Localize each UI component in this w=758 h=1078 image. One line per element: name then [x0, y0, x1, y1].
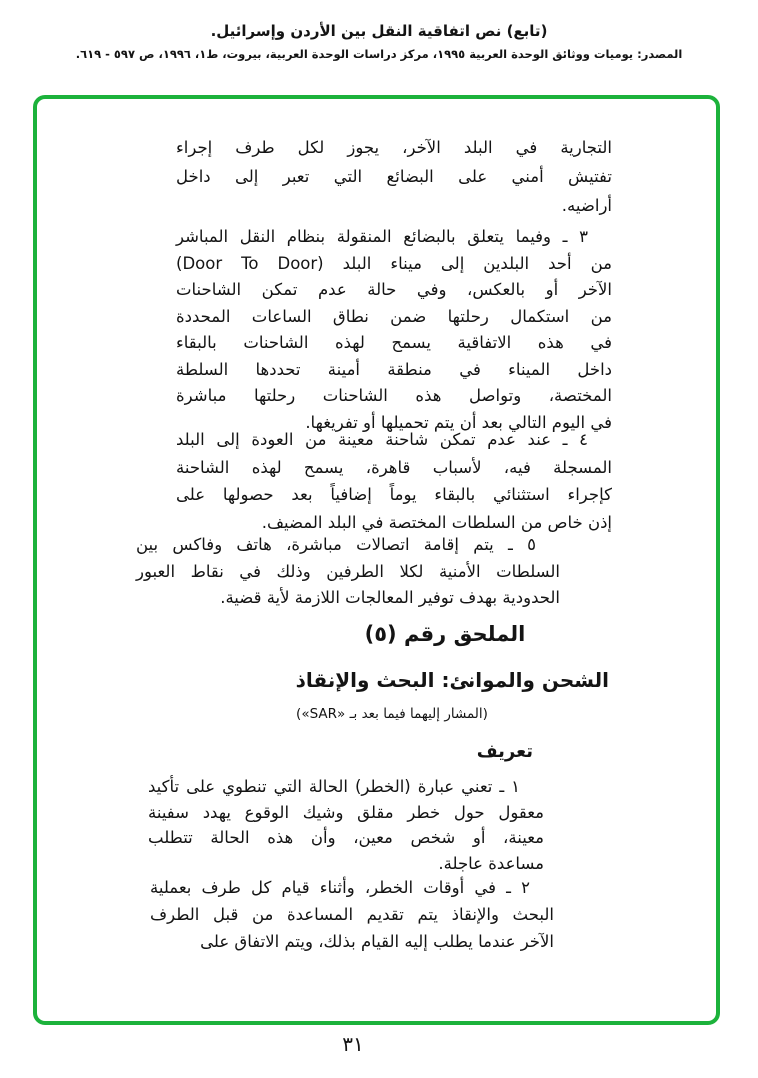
paragraph-definition-item-1: [148, 774, 544, 876]
definition-heading: تعريف: [476, 741, 533, 762]
section-heading-shipping-ports: الشحن والموانئ: البحث والإنقاذ: [295, 668, 609, 692]
text-line: المختصة، وتواصل هذه الشاحنات رحلتها مباشرة: [176, 386, 612, 405]
text-line: ٢ ـ في أوقات الخطر، وأثناء قيام كل طرف بعملية: [150, 878, 530, 897]
header-title: (تابع) نص اتفاقية النقل بين الأردن وإسرائيل.: [210, 22, 548, 40]
text-line: ١ ـ تعني عبارة (الخطر) الحالة التي تنطوي على تأكيد: [148, 777, 520, 796]
text-line: معقول حول خطر مقلق وشيك الوقوع يهدد سفينة: [148, 802, 544, 822]
text-line: تفتيش أمني على البضائع التي تعبر إلى داخل: [176, 167, 612, 186]
text-line: في هذه الاتفاقية يسمح لهذه الشاحنات بالبقاء: [176, 333, 612, 352]
text-line: الحدودية بهدف توفير المعالجات اللازمة لأية قضية.: [220, 588, 560, 607]
header-source-citation: المصدر: يوميات ووثائق الوحدة العربية ١٩٩٥، مركز دراسات الوحدة العربية، بيروت، ط١، ١٩٩٦، ص ٥٩٧ - ٦١٩.: [75, 47, 683, 61]
text-line: معينة، أو شخص معين، وأن هذه الحالة تتطلب: [148, 828, 544, 847]
text-line: ٥ ـ يتم إقامة اتصالات مباشرة، هاتف وفاكس بين: [136, 535, 536, 554]
text-line: إذن خاص من السلطات المختصة في البلد المضيف.: [261, 512, 612, 532]
text-line: كإجراء استثنائي بالبقاء يوماً إضافياً بعد حصولها على: [176, 485, 612, 504]
text-line: المسجلة فيه، لأسباب قاهرة، يسمح لهذه الشاحنة: [176, 457, 612, 477]
text-line: من استكمال رحلتها ضمن نطاق الساعات المحددة: [176, 306, 612, 326]
paragraph-item-5: [136, 532, 560, 612]
text-line: الآخر أو بالعكس، وفي حالة عدم تمكن الشاحنات: [176, 280, 612, 299]
text-line: من أحد البلدين إلى ميناء البلد (Door To Door): [176, 253, 612, 273]
paragraph-item-4: [176, 426, 612, 536]
text-line: ٣ ـ وفيما يتعلق بالبضائع المنقولة بنظام النقل المباشر: [176, 227, 588, 246]
text-line: البحث والإنقاذ يتم تقديم المساعدة من قبل الطرف: [150, 905, 554, 924]
text-line: مساعدة عاجلة.: [438, 853, 544, 873]
text-line: الآخر عندما يطلب إليه القيام بذلك، ويتم الاتفاق على: [200, 932, 554, 951]
annex-number-heading: الملحق رقم (٥): [364, 622, 526, 646]
text-line: أراضيه.: [561, 196, 612, 215]
text-line: في اليوم التالي بعد أن يتم تحميلها أو تفريغها.: [305, 412, 612, 432]
text-line: ٤ ـ عند عدم تمكن شاحنة معينة من العودة إلى البلد: [176, 430, 588, 449]
text-line: التجارية في البلد الآخر، يجوز لكل طرف إجراء: [176, 138, 612, 157]
text-line: السلطات الأمنية لكلا الطرفين وذلك في نقاط العبور: [136, 561, 560, 581]
text-line: داخل الميناء في منطقة أمينة تحددها السلطة: [176, 359, 612, 379]
paragraph-item-3: [176, 224, 612, 436]
paragraph-definition-item-2: [150, 874, 554, 955]
sar-abbreviation-note: (المشار إليهما فيما بعد بـ «SAR»): [296, 706, 488, 722]
page-number: ٣١: [342, 1032, 364, 1056]
paragraph-continuation: [176, 133, 612, 220]
